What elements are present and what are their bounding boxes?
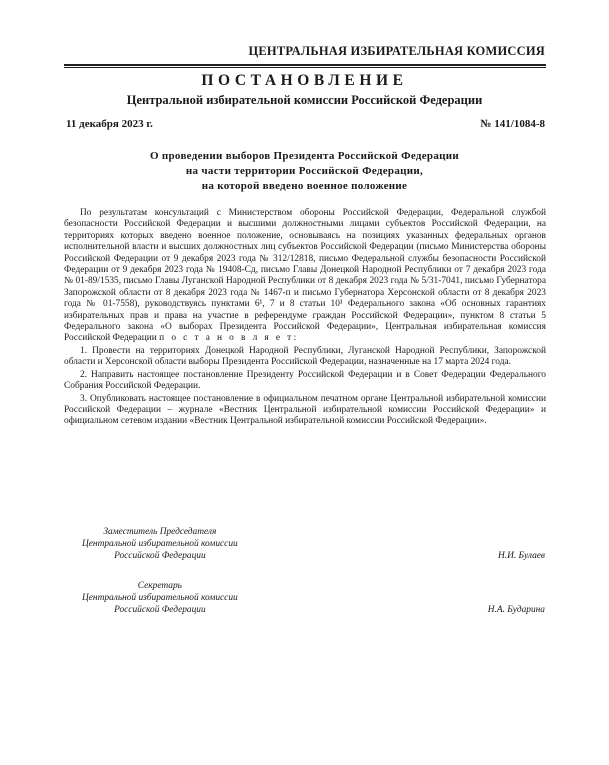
signatory-title: Российской Федерации xyxy=(114,551,206,561)
signatory-title: Российской Федерации xyxy=(114,605,206,615)
signature-block-deputy xyxy=(82,526,238,562)
document-body xyxy=(64,208,546,429)
signatory-title: Центральной избирательной комиссии xyxy=(82,539,238,549)
preamble-paragraph xyxy=(64,208,546,345)
document-number: № 141/1084-8 xyxy=(480,118,545,130)
title-line: на которой введено военное положение xyxy=(201,180,408,192)
signatory-title: Заместитель Председателя xyxy=(103,527,217,537)
header-rule-thin xyxy=(64,67,546,68)
title-line: О проведении выборов Президента Российской Федерации xyxy=(149,150,460,162)
organization-name: ЦЕНТРАЛЬНАЯ ИЗБИРАТЕЛЬНАЯ КОМИССИЯ xyxy=(248,44,545,58)
signatory-title: Секретарь xyxy=(137,581,182,591)
signatory-title: Центральной избирательной комиссии xyxy=(82,593,238,603)
document-date: 11 декабря 2023 г. xyxy=(66,118,153,130)
document-title xyxy=(0,149,609,194)
document-issuer: Центральной избирательной комиссии Российской Федерации xyxy=(126,93,483,107)
item-3: 3. Опубликовать настоящее постановление в официальном печатном органе Центральной избирательной комиссии Российской Федерации – журнале «Вестник Центральной избирательной комиссии Российской Федерации» и официальном сетевом издании «Вестник Центральной избирательной комиссии Российской Федерации». xyxy=(64,393,546,427)
signatory-name-deputy: Н.И. Булаев xyxy=(497,551,545,561)
title-line: на части территории Российской Федерации, xyxy=(185,165,424,177)
resolves-phrase: п о с т а н о в л я е т: xyxy=(159,333,299,344)
signatory-name-secretary: Н.А. Бударина xyxy=(487,605,545,615)
document-type: ПОСТАНОВЛЕНИЕ xyxy=(201,72,408,89)
signature-block-secretary xyxy=(82,580,238,616)
preamble-text: По результатам консультаций с Министерством обороны Российской Федерации, Федеральной службой безопасности Российской Федерации и высшими должностными лицами субъектов Российской Федерации, на территориях которых введено военное положение, основываясь на позициях указанных федеральных органов исполнительной власти и высших должностных лиц субъектов Российской Федерации (письмо Министерства обороны Российской Федерации от 9 декабря 2023 года № 312/12818, письмо Федеральной службы безопасности Российской Федерации от 9 декабря 2023 года № 19408-Сд, письмо Главы Донецкой Народной Республики от 7 декабря 2023 года № 01-89/1535, письмо Главы Луганской Народной Республики от 8 декабря 2023 года № 5/31-7041, письмо Губернатора Запорожской области от 8 декабря 2023 года № 1467-п и письмо Губернатора Херсонской области от 8 декабря 2023 года № 01-7558), руководствуясь пунктами 6¹, 7 и 8 статьи 10¹ Федерального закона «Об основных гарантиях избирательных прав и права на участие в референдуме граждан Российской Федерации», пунктом 8 статьи 5 Федерального закона «О выборах Президента Российской Федерации», Центральная избирательная комиссия Российской Федерации xyxy=(64,208,546,344)
item-1: 1. Провести на территориях Донецкой Народной Республики, Луганской Народной Республики, Запорожской области и Херсонской области выборы Президента Российской Федерации, назначенные на 17 марта 2024 года. xyxy=(64,345,546,368)
header-rule-thick xyxy=(64,64,546,66)
item-2: 2. Направить настоящее постановление Президенту Российской Федерации и в Совет Федерации Федерального Собрания Российской Федерации. xyxy=(64,369,546,392)
